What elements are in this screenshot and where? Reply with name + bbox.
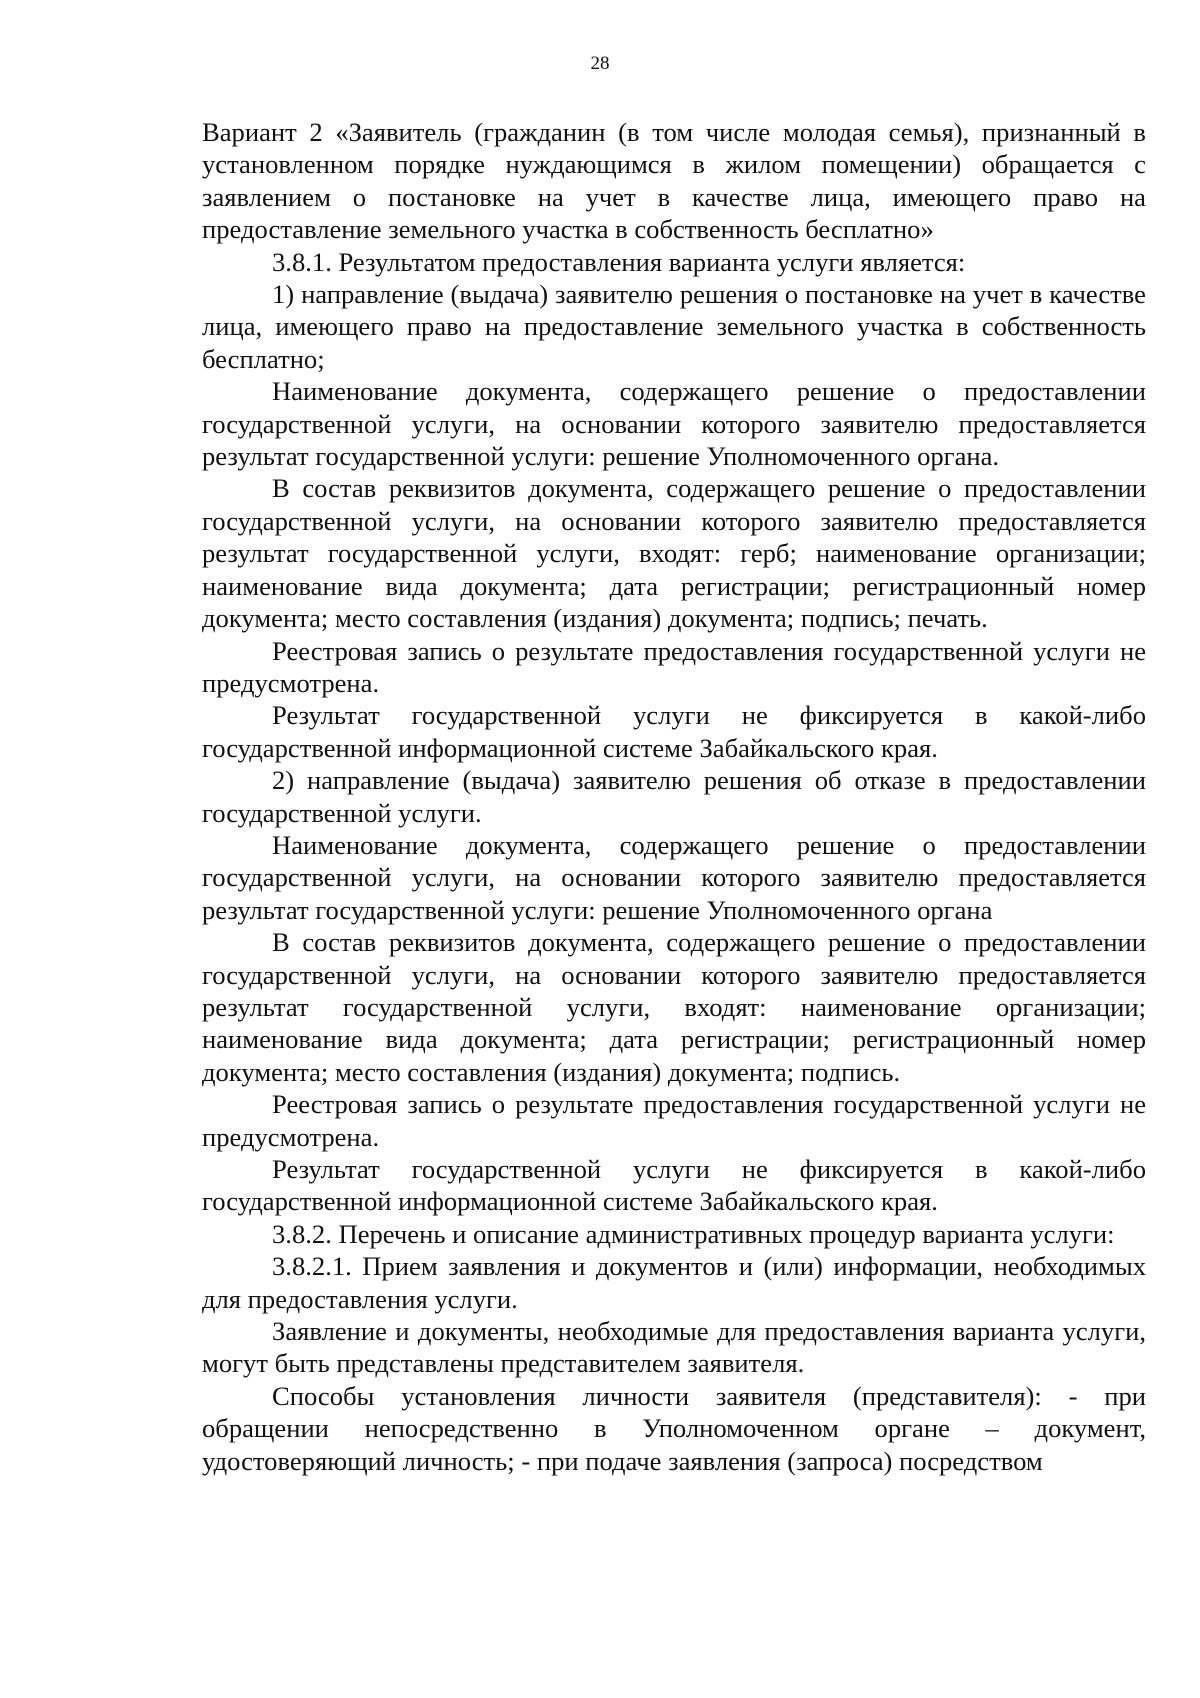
document-body: [202, 116, 1146, 1477]
paragraph-document-name-1: Наименование документа, содержащего решение о предоставлении государственной услуги, на основании которого заявителю предоставляется результат государственной услуги: решение Уполномоченного органа.: [202, 376, 1146, 472]
paragraph-3-8-1: 3.8.1. Результатом предоставления варианта услуги является:: [272, 246, 966, 277]
paragraph-3-8-2-1: 3.8.2.1. Прием заявления и документов и (или) информации, необходимых для предоставления услуги.: [202, 1251, 1146, 1314]
paragraph-document-name-2: Наименование документа, содержащего решение о предоставлении государственной услуги, на основании которого заявителю предоставляется результат государственной услуги: решение Уполномоченного органа: [202, 829, 1146, 925]
paragraph-requisites-2: В состав реквизитов документа, содержащего решение о предоставлении государственной услуги, на основании которого заявителю предоставляется результат государственной услуги, входят: наименование организации; наименование вида документа; дата регистрации; регистрационный номер документа; место составления (издания) документа; подпись.: [202, 927, 1146, 1087]
paragraph-3-8-2: 3.8.2. Перечень и описание административных процедур варианта услуги:: [272, 1218, 1115, 1249]
paragraph-identification: Способы установления личности заявителя (представителя): - при обращении непосредственно в Уполномоченном органе – документ, удостоверяющий личность; - при подаче заявления (запроса) посредством: [202, 1380, 1146, 1476]
paragraph-representative: Заявление и документы, необходимые для предоставления варианта услуги, могут быть представлены представителем заявителя.: [202, 1316, 1146, 1379]
paragraph-requisites-1: В состав реквизитов документа, содержащего решение о предоставлении государственной услуги, на основании которого заявителю предоставляется результат государственной услуги, входят: герб; наименование организации; наименование вида документа; дата регистрации; регистрационный номер документа; место составления (издания) документа; подпись; печать.: [202, 473, 1146, 634]
page-number: 28: [590, 53, 610, 74]
paragraph-registry-2: Реестровая запись о результате предоставления государственной услуги не предусмотрена.: [202, 1089, 1146, 1152]
paragraph-variant-heading: Вариант 2 «Заявитель (гражданин (в том числе молодая семья), признанный в установленном порядке нуждающимся в жилом помещении) обращается с заявлением о постановке на учет в качестве лица, имеющего право на предоставление земельного участка в собственность бесплатно»: [202, 117, 1146, 245]
paragraph-result-2: 2) направление (выдача) заявителю решения об отказе в предоставлении государственной услуги.: [202, 765, 1146, 828]
paragraph-registry-1: Реестровая запись о результате предоставления государственной услуги не предусмотрена.: [202, 635, 1146, 698]
paragraph-fixation-2: Результат государственной услуги не фиксируется в какой-либо государственной информационной системе Забайкальского края.: [202, 1154, 1146, 1217]
paragraph-fixation-1: Результат государственной услуги не фиксируется в какой-либо государственной информационной системе Забайкальского края.: [202, 700, 1146, 763]
paragraph-result-1: 1) направление (выдача) заявителю решения о постановке на учет в качестве лица, имеющего право на предоставление земельного участка в собственность бесплатно;: [202, 279, 1146, 374]
